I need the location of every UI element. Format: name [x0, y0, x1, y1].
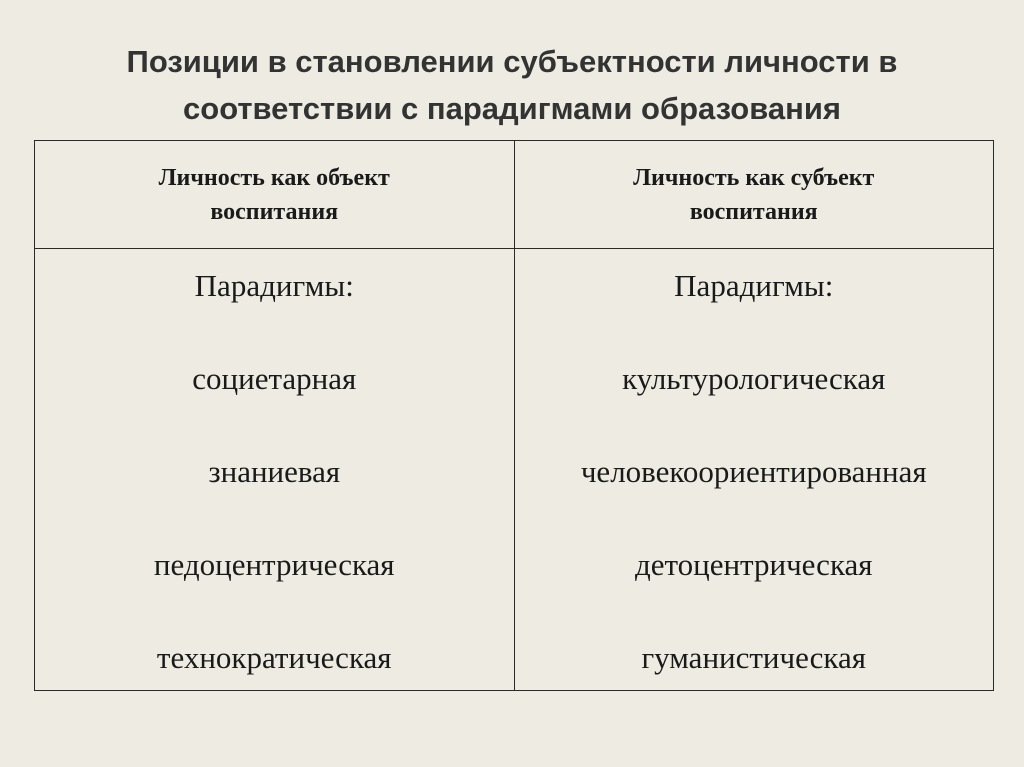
column-object-paradigms [35, 249, 515, 691]
paradigms-label: Парадигмы: [194, 268, 354, 303]
slide-title-line-2: соответствии с парадигмами образования [183, 91, 841, 126]
header-object-line-2: воспитания [210, 198, 339, 225]
table-header-row [35, 141, 994, 249]
paradigm-item: гуманистическая [641, 640, 867, 675]
paradigms-table [34, 140, 994, 691]
slide-title-line-1: Позиции в становлении субъектности личности в [126, 44, 898, 79]
column-subject-paradigms [514, 249, 994, 691]
paradigm-item: знаниевая [208, 454, 341, 489]
paradigm-item: педоцентрическая [153, 547, 395, 582]
header-object [35, 141, 515, 249]
header-subject-line-1: Личность как субъект [633, 164, 875, 191]
paradigm-item: человекоориентированная [580, 454, 927, 489]
paradigms-label: Парадигмы: [674, 268, 834, 303]
header-object-line-1: Личность как объект [158, 164, 390, 191]
slide-title [40, 38, 984, 132]
header-subject [514, 141, 994, 249]
paradigm-item: детоцентрическая [634, 547, 873, 582]
paradigm-item: социетарная [192, 361, 357, 396]
paradigm-item: технократическая [156, 640, 392, 675]
header-subject-line-2: воспитания [689, 198, 818, 225]
paradigm-item: культурологическая [622, 361, 886, 396]
table-body-row [35, 249, 994, 691]
